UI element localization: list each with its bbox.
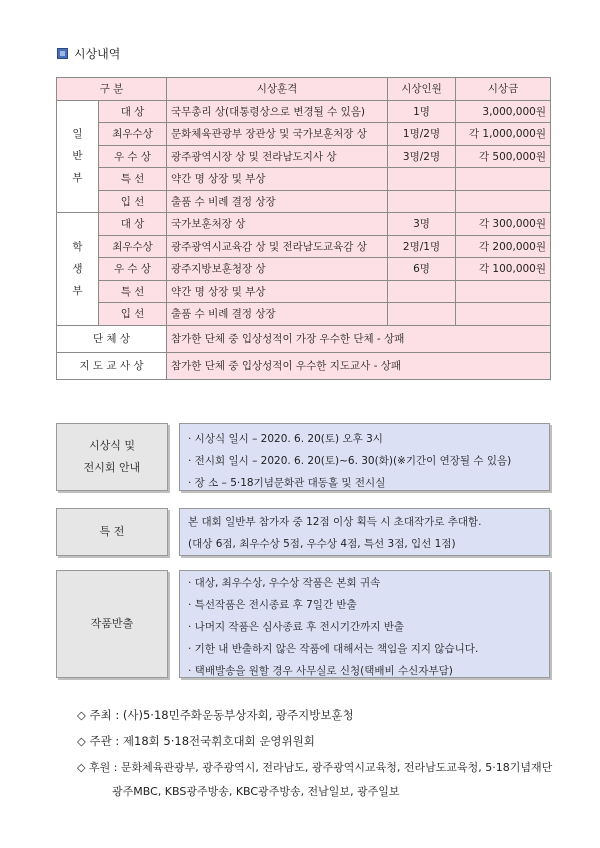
info-line: · 시상식 일시 – 2020. 6. 20(토) 오후 3시 [188, 433, 383, 445]
award-name: 최우수상 [99, 235, 167, 258]
award-count: 3명 [388, 213, 456, 236]
extra-award-label: 단 체 상 [57, 325, 167, 352]
award-name: 입 선 [99, 303, 167, 326]
award-prize [456, 168, 551, 191]
table-row [57, 190, 551, 213]
section-title [57, 45, 120, 62]
award-honor: 광주광역시장 상 및 전라남도지사 상 [167, 145, 388, 168]
award-count: 1명/2명 [388, 123, 456, 146]
extra-award-label: 지 도 교 사 상 [57, 352, 167, 379]
table-row [57, 213, 551, 236]
award-count: 2명/1명 [388, 235, 456, 258]
info-label: 시상식 및 전시회 안내 [56, 423, 168, 491]
info-body [179, 570, 550, 678]
table-row [57, 123, 551, 146]
square-bullet-icon [57, 48, 68, 59]
award-prize: 3,000,000원 [456, 100, 551, 123]
award-name: 특 선 [99, 168, 167, 191]
award-count: 6명 [388, 258, 456, 281]
award-prize [456, 280, 551, 303]
info-box-ceremony [56, 423, 550, 491]
award-count [388, 168, 456, 191]
award-count: 3명/2명 [388, 145, 456, 168]
award-name: 입 선 [99, 190, 167, 213]
info-line: (대상 6점, 최우수상 5점, 우수상 4점, 특선 3점, 입선 1점) [188, 538, 456, 550]
footer-organizer: ◇ 주관 : 제18회 5·18전국휘호대회 운영위원회 [77, 734, 315, 748]
award-honor: 출품 수 비례 결정 상장 [167, 303, 388, 326]
award-prize: 각 1,000,000원 [456, 123, 551, 146]
info-line: · 장 소 – 5·18기념문화관 대동홀 및 전시실 [188, 477, 386, 489]
award-name: 최우수상 [99, 123, 167, 146]
header-count: 시상인원 [388, 78, 456, 101]
award-honor: 광주광역시교육감 상 및 전라남도교육감 상 [167, 235, 388, 258]
info-line: · 기한 내 반출하지 않은 작품에 대해서는 책임을 지지 않습니다. [188, 643, 479, 655]
award-name: 대 상 [99, 213, 167, 236]
award-count [388, 303, 456, 326]
footer-sponsor-cont: 광주MBC, KBS광주방송, KBC광주방송, 전남일보, 광주일보 [112, 785, 400, 798]
award-count [388, 190, 456, 213]
header-prize: 시상금 [456, 78, 551, 101]
info-box-privilege [56, 508, 550, 556]
table-row [57, 100, 551, 123]
award-prize: 각 500,000원 [456, 145, 551, 168]
table-row [57, 280, 551, 303]
table-row [57, 235, 551, 258]
table-row [57, 145, 551, 168]
award-prize: 각 300,000원 [456, 213, 551, 236]
award-honor: 약간 명 상장 및 부상 [167, 280, 388, 303]
info-line: 본 대회 일반부 참가자 중 12점 이상 획득 시 초대작가로 추대함. [188, 516, 482, 528]
award-name: 대 상 [99, 100, 167, 123]
header-honor: 시상훈격 [167, 78, 388, 101]
award-honor: 약간 명 상장 및 부상 [167, 168, 388, 191]
footer-sponsor: ◇ 후원 : 문화체육관광부, 광주광역시, 전라남도, 광주광역시교육청, 전라남도교육청, 5·18기념재단 [77, 761, 553, 774]
info-body [179, 423, 550, 491]
info-line: · 택배발송을 원할 경우 사무실로 신청(택배비 수신자부담) [188, 665, 453, 677]
award-honor: 광주지방보훈청장 상 [167, 258, 388, 281]
info-box-return [56, 570, 550, 678]
table-row [57, 258, 551, 281]
group-label: 학 생 부 [57, 213, 99, 326]
award-honor: 문화체육관광부 장관상 및 국가보훈처장 상 [167, 123, 388, 146]
table-row [57, 325, 551, 352]
award-honor: 국가보훈처장 상 [167, 213, 388, 236]
table-row [57, 352, 551, 379]
table-header-row [57, 78, 551, 101]
extra-award-text: 참가한 단체 중 입상성적이 가장 우수한 단체 - 상패 [167, 325, 551, 352]
footer-host: ◇ 주최 : (사)5·18민주화운동부상자회, 광주지방보훈청 [77, 708, 354, 722]
info-label: 특 전 [56, 508, 168, 556]
table-row [57, 168, 551, 191]
info-line: · 전시회 일시 – 2020. 6. 20(토)~6. 30(화)(※기간이 연장될 수 있음) [188, 455, 512, 467]
award-prize [456, 190, 551, 213]
award-name: 우 수 상 [99, 258, 167, 281]
extra-award-text: 참가한 단체 중 입상성적이 우수한 지도교사 - 상패 [167, 352, 551, 379]
info-label: 작품반출 [56, 570, 168, 678]
group-label: 일 반 부 [57, 100, 99, 213]
info-body [179, 508, 550, 556]
header-category: 구 분 [57, 78, 167, 101]
table-row [57, 303, 551, 326]
info-line: · 특선작품은 전시종료 후 7일간 반출 [188, 599, 357, 611]
info-line: · 나머지 작품은 심사종료 후 전시기간까지 반출 [188, 621, 405, 633]
info-line: · 대상, 최우수상, 우수상 작품은 본회 귀속 [188, 577, 381, 589]
award-count: 1명 [388, 100, 456, 123]
award-count [388, 280, 456, 303]
award-prize: 각 200,000원 [456, 235, 551, 258]
award-name: 특 선 [99, 280, 167, 303]
awards-table [56, 77, 551, 380]
award-prize [456, 303, 551, 326]
award-honor: 국무총리 상(대통령상으로 변경될 수 있음) [167, 100, 388, 123]
section-title-text: 시상내역 [74, 47, 121, 61]
award-honor: 출품 수 비례 결정 상장 [167, 190, 388, 213]
award-name: 우 수 상 [99, 145, 167, 168]
award-prize: 각 100,000원 [456, 258, 551, 281]
